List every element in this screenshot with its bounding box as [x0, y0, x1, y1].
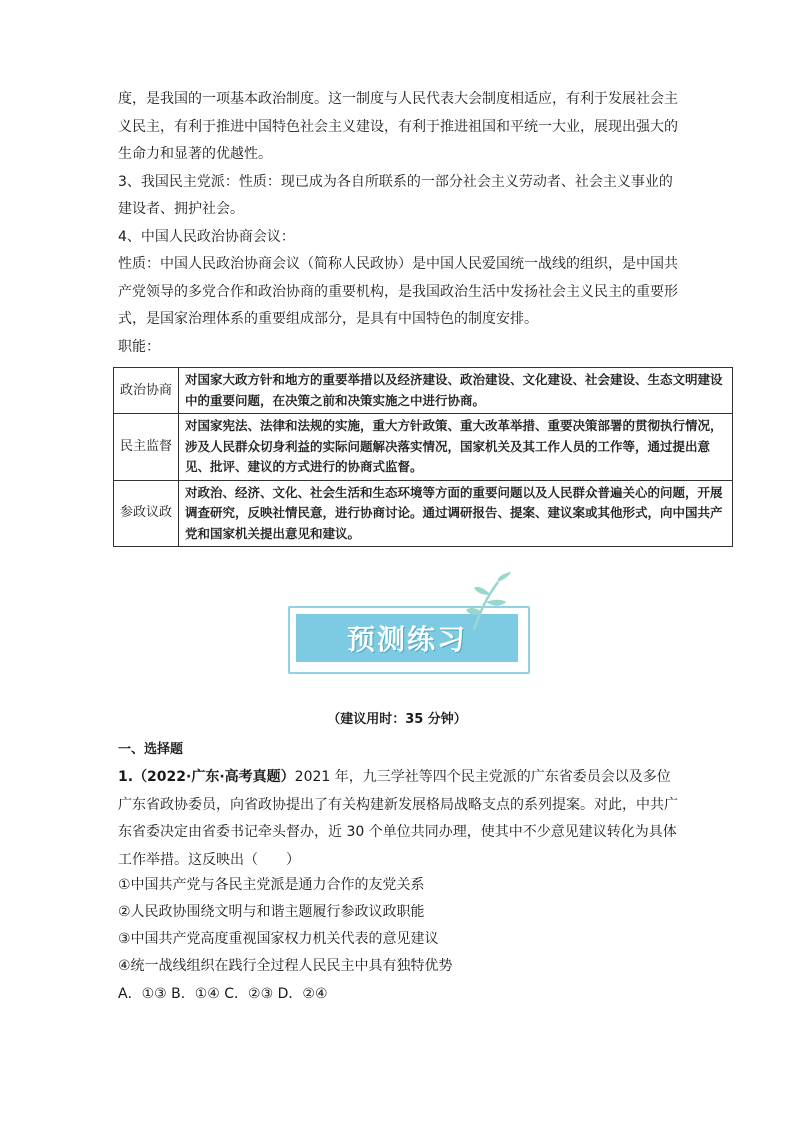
function-name: 政治协商 — [114, 368, 179, 414]
text-line: 产党领导的多党合作和政治协商的重要机构，是我国政治生活中发扬社会主义民主的重要形 — [118, 283, 678, 300]
question-stem-line — [118, 764, 688, 792]
question-number: 1. — [118, 769, 134, 785]
text-line: 3、我国民主党派：性质：现已成为各自所联系的一部分社会主义劳动者、社会主义事业的 — [118, 173, 673, 190]
question-1 — [118, 764, 688, 874]
text-line: 建设者、拥护社会。 — [118, 201, 244, 217]
table-row — [114, 414, 733, 481]
section-banner — [280, 572, 530, 676]
text-line: 生命力和显著的优越性。 — [118, 146, 272, 162]
suggested-time: （建议用时：35 分钟） — [327, 712, 467, 727]
statement-item: ①中国共产党与各民主党派是通力合作的友党关系 — [118, 877, 425, 893]
leaf-sprig-icon — [464, 572, 514, 632]
question-text: 东省委决定由省委书记牵头督办，近 30 个单位共同办理，使其中不少意见建议转化为具体 — [118, 824, 677, 840]
text-line: 式，是国家治理体系的重要组成部分，是具有中国特色的制度安排。 — [118, 311, 538, 327]
question-text: 2021 年，九三学社等四个民主党派的广东省委员会以及多位 — [294, 769, 671, 785]
intro-text — [118, 86, 688, 361]
statement-item: ②人民政协围绕文明与和谐主题履行参政议政职能 — [118, 904, 425, 920]
question-text: 广东省政协委员，向省政协提出了有关构建新发展格局战略支点的系列提案。对此，中共广 — [118, 796, 678, 813]
function-name: 民主监督 — [114, 414, 179, 481]
function-desc: 对国家大政方针和地方的重要举措以及经济建设、政治建设、文化建设、社会建设、生态文明建设中的重要问题，在决策之前和决策实施之中进行协商。 — [179, 368, 733, 414]
answer-choices: A．①③ B．①④ C．②③ D．②④ — [118, 986, 328, 1002]
text-line: 度，是我国的一项基本政治制度。这一制度与人民代表大会制度相适应，有利于发展社会主 — [118, 91, 678, 107]
section-heading: 一、选择题 — [118, 742, 184, 757]
functions-table — [113, 367, 733, 547]
question-source: （2022·广东·高考真题） — [133, 769, 295, 785]
statement-item: ④统一战线组织在践行全过程人民民主中具有独特优势 — [118, 958, 453, 974]
text-line: 4、中国人民政治协商会议： — [118, 228, 295, 245]
text-line: 性质：中国人民政治协商会议（简称人民政协）是中国人民爱国统一战线的组织，是中国共 — [118, 256, 678, 272]
function-name: 参政议政 — [114, 480, 179, 547]
function-desc: 对国家宪法、法律和法规的实施，重大方针政策、重大改革举措、重要决策部署的贯彻执行情况，涉及人民群众切身利益的实际问题解决落实情况，国家机关及其工作人员的工作等，通过提出意见、批评、建议的方式进行的协商式监督。 — [179, 414, 733, 481]
text-line: 职能： — [118, 338, 160, 355]
question-text: 工作举措。这反映出（ ） — [118, 851, 300, 868]
text-line: 义民主，有利于推进中国特色社会主义建设，有利于推进祖国和平统一大业，展现出强大的 — [118, 118, 678, 135]
table-row — [114, 480, 733, 547]
function-desc: 对政治、经济、文化、社会生活和生态环境等方面的重要问题以及人民群众普遍关心的问题，开展调查研究，反映社情民意，进行协商讨论。通过调研报告、提案、建议案或其他形式，向中国共产党和国家机关提出意见和建议。 — [179, 480, 733, 547]
statement-item: ③中国共产党高度重视国家权力机关代表的意见建议 — [118, 931, 439, 947]
table-row — [114, 368, 733, 414]
banner-title: 预测练习 — [346, 623, 467, 656]
